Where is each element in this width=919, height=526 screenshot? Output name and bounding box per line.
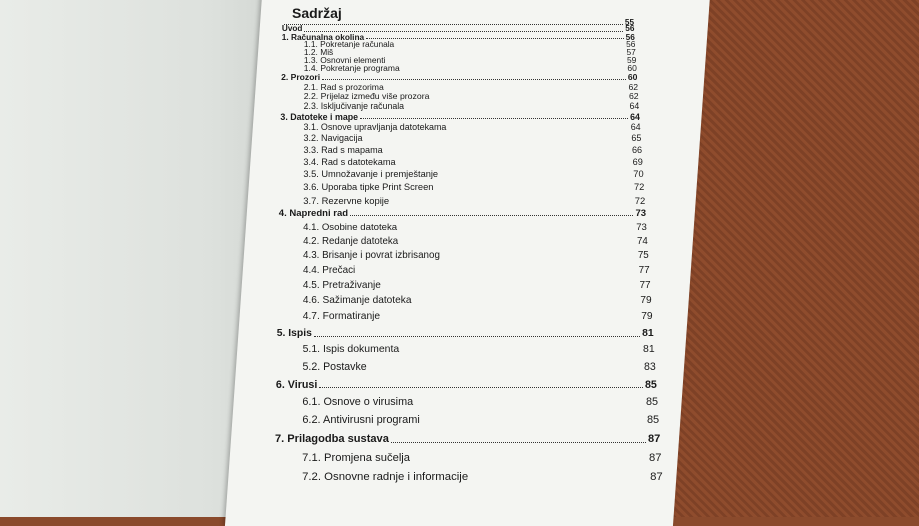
toc-subentry [303, 182, 644, 193]
toc-page-number: 87 [650, 470, 663, 483]
toc-page-number: 56 [626, 38, 636, 49]
toc-entry-title: 3. Datoteke i mape [280, 111, 359, 122]
toc-leader-dots [386, 88, 627, 89]
toc-page-number: 81 [642, 327, 654, 339]
toc-page-number: 79 [640, 295, 652, 307]
toc-chapter-entry [276, 379, 657, 392]
toc-page-number: 57 [626, 46, 636, 57]
toc-page-number: 79 [641, 311, 653, 323]
page-title: Sadržaj [292, 5, 342, 21]
toc-entry-title: 2. Prozori [281, 72, 321, 83]
toc-subentry [303, 361, 656, 374]
toc-entry-title: 4. Napredni rad [278, 207, 349, 219]
toc-entry-title: 3.6. Uporaba tipke Print Screen [303, 181, 434, 192]
toc-page-number: 75 [637, 250, 649, 261]
toc-page-number: 64 [630, 122, 641, 133]
toc-subentry [303, 344, 655, 356]
toc-leader-dots [431, 98, 627, 99]
toc-entry-title: 2.3. Isključivanje računala [303, 101, 405, 112]
toc-entry-title: 4.7. Formatiranje [302, 311, 381, 323]
toc-page-number: 83 [644, 361, 656, 374]
toc-leader-dots [400, 243, 635, 244]
toc-subentry [303, 145, 642, 156]
toc-subentry [303, 169, 643, 180]
toc-leader-dots [360, 117, 628, 119]
toc-leader-dots [350, 214, 633, 216]
toc-chapter-entry [277, 328, 654, 340]
toc-chapter-entry [275, 433, 660, 446]
toc-subentry [303, 311, 653, 323]
toc-subentry [302, 452, 661, 465]
toc-page-number: 74 [637, 235, 648, 247]
toc-page-number: 64 [629, 101, 640, 112]
toc-entry-title: 4.5. Pretraživanje [302, 279, 381, 291]
toc-subentry [304, 101, 640, 112]
toc-page-number: 60 [627, 72, 638, 83]
toc-leader-dots [442, 258, 636, 259]
toc-entry-title: 3.1. Osnove upravljanja datotekama [303, 122, 447, 133]
toc-leader-dots [382, 320, 639, 321]
toc-leader-dots [406, 108, 628, 109]
toc-leader-dots [314, 335, 640, 337]
toc-leader-dots [422, 423, 645, 424]
toc-entry-title: 3.3. Rad s mapama [303, 144, 383, 155]
toc-page-number: 59 [626, 54, 637, 65]
toc-subentry [303, 280, 651, 292]
toc-page-number: 64 [630, 111, 640, 122]
toc-leader-dots [385, 152, 630, 153]
toc-page-number: 56 [625, 31, 635, 42]
toc-leader-dots [357, 273, 636, 274]
toc-subentry [303, 250, 649, 262]
toc-page-number: 77 [639, 279, 651, 291]
toc-page-number: 85 [645, 396, 658, 409]
toc-leader-dots [399, 229, 634, 230]
toc-page-number: 87 [648, 432, 661, 445]
toc-subentry [303, 157, 642, 168]
toc-page-number: 70 [633, 169, 644, 179]
toc-page-number: 81 [643, 344, 655, 356]
table-of-contents [262, 0, 710, 526]
toc-page-number: 87 [649, 451, 662, 464]
toc-page-number: 72 [633, 181, 645, 192]
toc-leader-dots [391, 441, 646, 443]
toc-entry-title: 6.1. Osnove o virusima [302, 396, 414, 409]
toc-entry-title: 3.2. Navigacija [303, 133, 363, 144]
toc-leader-dots [322, 78, 626, 80]
toc-chapter-entry [280, 112, 640, 123]
toc-page-number: 65 [631, 133, 642, 144]
toc-subentry [303, 265, 650, 277]
toc-page-number: 62 [628, 81, 639, 92]
toc-entry-title: 5.2. Postavke [302, 361, 367, 374]
toc-entry-title: 7.1. Promjena sučelja [302, 451, 411, 464]
toc-leader-dots [402, 70, 626, 71]
toc-subentry [304, 122, 641, 133]
toc-entry-title: Uvod [281, 24, 303, 34]
toc-leader-dots [391, 202, 633, 203]
toc-chapter-entry [279, 208, 646, 220]
toc-page-number: 85 [644, 378, 657, 391]
toc-entry-title: 3.7. Rezervne kopije [303, 194, 390, 206]
toc-entry-title: 4.1. Osobine datoteka [303, 221, 398, 233]
toc-subentry [303, 195, 645, 206]
toc-entry-title: 7. Prilagodba sustava [274, 432, 389, 445]
toc-leader-dots [319, 386, 643, 388]
toc-page-number: 56 [625, 24, 635, 34]
toc-leader-dots [387, 61, 625, 62]
toc-entry-title: 3.5. Umnožavanje i premještanje [303, 169, 439, 179]
toc-entry-title: 4.6. Sažimanje datoteka [302, 295, 412, 307]
toc-entry-title: 1.3. Osnovni elementi [303, 54, 386, 65]
toc-entry-title: 4.4. Prečaci [302, 264, 356, 276]
toc-entry-title: 3.4. Rad s datotekama [303, 156, 396, 167]
toc-page-number: 72 [634, 194, 646, 206]
toc-subentry [303, 222, 647, 234]
toc-page-number: 85 [646, 414, 660, 427]
toc-subentry [303, 236, 648, 248]
toc-subentry [304, 133, 642, 144]
toc-subentry [303, 295, 652, 307]
toc-entry-title: 4.2. Redanje datoteka [303, 235, 399, 247]
toc-entry-title: 6. Virusi [275, 378, 318, 391]
toc-page-number: 77 [638, 264, 650, 276]
toc-entry-title: 1.4. Pokretanje programa [303, 63, 400, 74]
toc-entry-title: 7.2. Osnovne radnje i informacije [302, 470, 469, 483]
toc-page-number: 73 [635, 207, 647, 219]
toc-leader-dots [365, 140, 630, 141]
toc-leader-dots [412, 461, 647, 462]
toc-entry-title: 2.1. Rad s prozorima [303, 81, 384, 92]
toc-subentry [302, 414, 659, 427]
toc-entry-title: 2.2. Prijelaz između više prozora [303, 91, 430, 102]
toc-leader-dots [413, 304, 638, 305]
toc-leader-dots [470, 480, 648, 481]
toc-page-number: 66 [631, 144, 643, 155]
toc-entry-title: 1.2. Miš [303, 46, 334, 57]
toc-entry-title: 5.1. Ispis dokumenta [302, 344, 400, 356]
toc-leader-dots [398, 164, 631, 165]
toc-page-number: 73 [636, 221, 647, 233]
toc-entry-title: 4.3. Brisanje i povrat izbrisanog [303, 250, 440, 261]
toc-page-number: 60 [627, 63, 637, 74]
toc-subentry [302, 396, 658, 409]
toc-leader-dots [435, 189, 632, 190]
toc-leader-dots [369, 370, 642, 371]
toc-leader-dots [415, 405, 644, 406]
toc-leader-dots [440, 176, 631, 177]
toc-entry-title: 6.2. Antivirusni programi [302, 414, 420, 427]
toc-entry-title: 1.1. Pokretanje računala [303, 38, 395, 49]
toc-subentry [302, 471, 663, 484]
toc-leader-dots [383, 288, 638, 289]
toc-page-number: 62 [628, 91, 639, 102]
toc-leader-dots [448, 129, 628, 130]
toc-leader-dots [401, 353, 641, 354]
toc-page-number: 55 [624, 17, 634, 27]
toc-entry-title: 5. Ispis [276, 327, 312, 339]
toc-page-number: 69 [632, 156, 643, 167]
toc-entry-title: 1. Računalna okolina [281, 31, 365, 42]
book-page [225, 0, 710, 526]
